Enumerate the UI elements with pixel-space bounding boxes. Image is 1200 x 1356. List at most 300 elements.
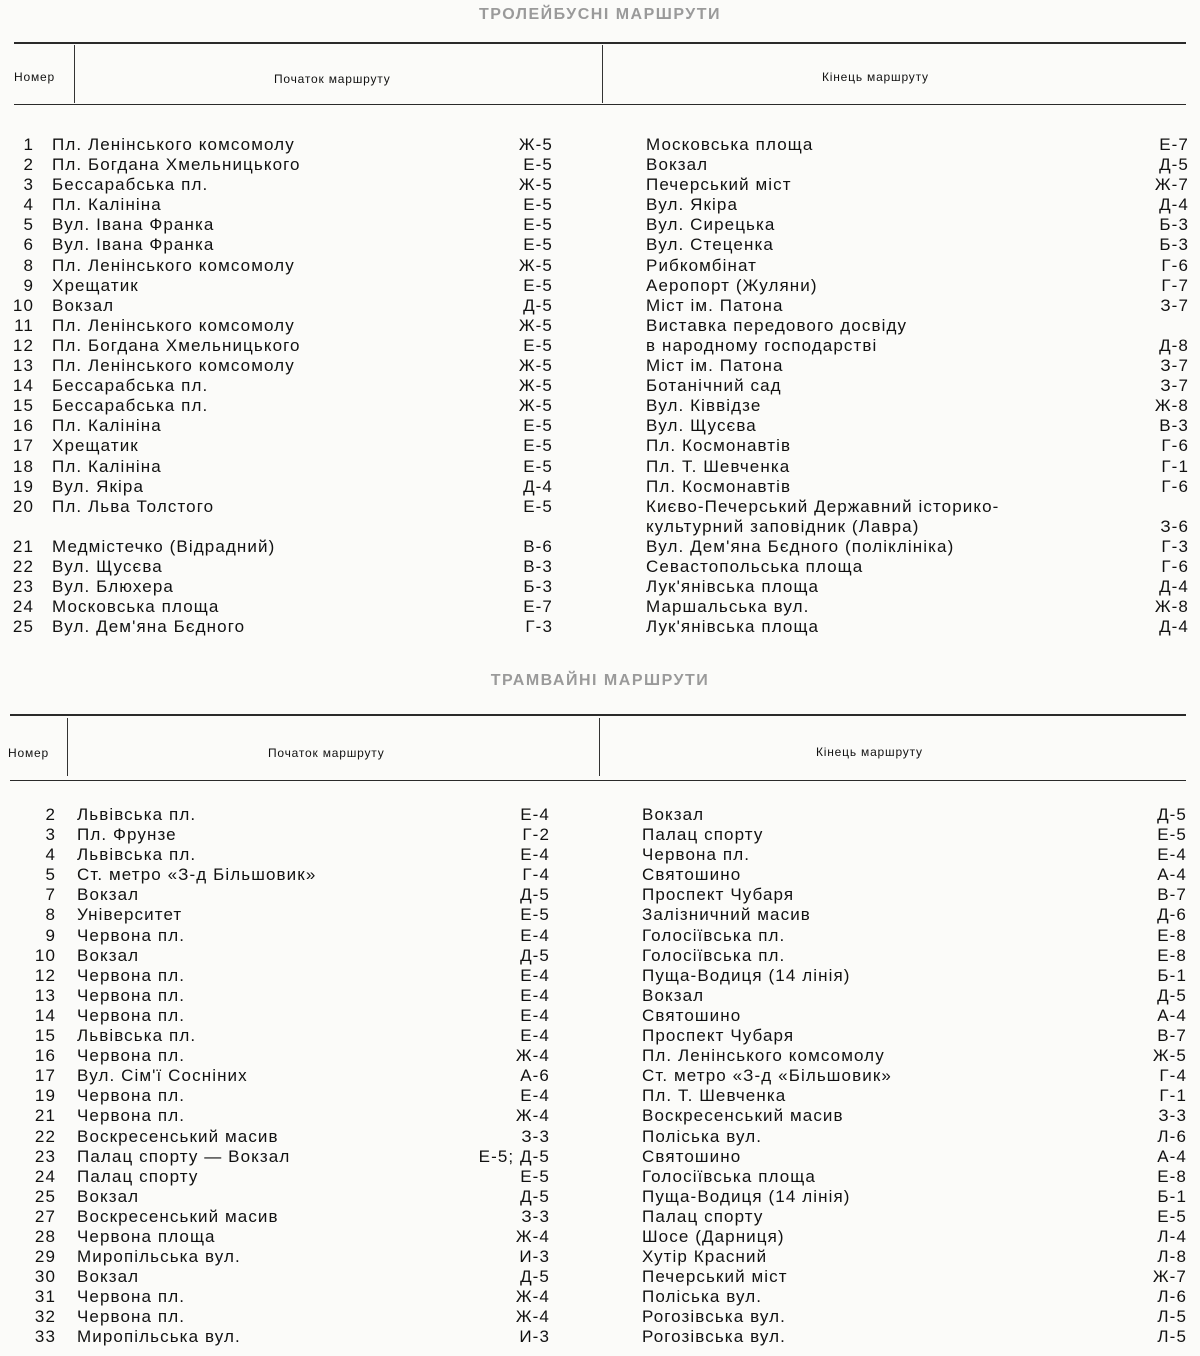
route-start: Палац спорту	[77, 1166, 199, 1186]
route-start: Вул. Дем'яна Бєдного	[52, 617, 246, 637]
tram-header-bottom-rule	[10, 780, 1186, 781]
route-end: Пл. Т. Шевченка	[646, 456, 791, 476]
route-start: Вул. Івана Франка	[52, 235, 215, 255]
route-row	[0, 436, 1200, 456]
route-start-grid: Ж-4	[515, 1046, 550, 1066]
route-start-grid: Е-4	[520, 1026, 550, 1046]
route-start: Ст. метро «З-д Більшовик»	[77, 865, 317, 885]
route-row	[0, 537, 1200, 557]
route-number: 4	[45, 845, 56, 865]
route-end-grid: Ж-8	[1154, 597, 1189, 617]
route-number: 12	[34, 965, 56, 985]
route-row	[0, 296, 1200, 316]
route-end-grid: Б-1	[1157, 965, 1187, 985]
route-start: Червона пл.	[77, 1005, 186, 1025]
route-start-grid: Е-7	[523, 597, 553, 617]
route-number: 10	[34, 945, 56, 965]
route-start-grid: Ж-5	[518, 255, 553, 275]
route-end-grid: В-7	[1157, 1026, 1187, 1046]
tram-section-title: ТРАМВАЙНІ МАРШРУТИ	[490, 672, 710, 689]
route-start-grid: Ж-5	[518, 175, 553, 195]
route-row	[0, 1147, 1200, 1167]
route-start-grid: В-6	[523, 536, 553, 556]
route-end: в народному господарстві	[646, 335, 878, 355]
route-start: Червона пл.	[77, 1106, 186, 1126]
route-number: 7	[45, 885, 56, 905]
route-start: Воскресенський масив	[77, 1206, 279, 1226]
trolley-table-top-rule	[14, 42, 1186, 44]
route-number: 25	[34, 1186, 56, 1206]
route-end: Святошино	[642, 1146, 742, 1166]
route-start: Пл. Льва Толстого	[52, 496, 215, 516]
trolley-header-start: Початок маршруту	[274, 72, 391, 86]
route-row	[0, 376, 1200, 396]
route-end: Вул. Стеценка	[646, 235, 774, 255]
route-row	[0, 416, 1200, 436]
tram-header-end: Кінець маршруту	[816, 745, 923, 759]
trolley-header-divider-1	[74, 45, 75, 103]
route-start: Вул. Івана Франка	[52, 215, 215, 235]
route-start-grid: И-3	[519, 1247, 550, 1267]
route-start: Вокзал	[77, 1186, 140, 1206]
route-start: Червона пл.	[77, 985, 186, 1005]
route-end: Палац спорту	[642, 1206, 764, 1226]
route-row	[0, 865, 1200, 885]
route-end-grid: Д-5	[1157, 985, 1187, 1005]
route-number: 28	[34, 1226, 56, 1246]
route-start: Університет	[77, 905, 183, 925]
route-start-grid: З-3	[521, 1206, 550, 1226]
route-row	[0, 135, 1200, 155]
route-end: культурний заповідник (Лавра)	[646, 516, 920, 536]
route-end-grid: В-3	[1159, 416, 1189, 436]
route-number: 21	[12, 536, 34, 556]
route-start: Львівська пл.	[77, 1026, 197, 1046]
route-start-grid: Е-5	[523, 155, 553, 175]
route-number: 22	[34, 1126, 56, 1146]
route-start: Пл. Калініна	[52, 416, 162, 436]
tram-route-list	[0, 805, 1200, 1348]
route-start: Медмістечко (Відрадний)	[52, 536, 276, 556]
route-number: 23	[34, 1146, 56, 1166]
route-row	[0, 845, 1200, 865]
route-row	[0, 316, 1200, 336]
route-start-grid: Г-3	[525, 617, 553, 637]
route-number: 23	[12, 577, 34, 597]
route-row	[0, 825, 1200, 845]
route-start: Вокзал	[77, 1267, 140, 1287]
route-row	[0, 195, 1200, 215]
route-end: Вокзал	[646, 155, 709, 175]
route-start: Пл. Богдана Хмельницького	[52, 155, 301, 175]
route-row	[0, 155, 1200, 175]
route-end-grid: Г-1	[1159, 1086, 1187, 1106]
route-end: Вул. Сирецька	[646, 215, 776, 235]
route-row	[0, 1187, 1200, 1207]
trolley-header-number: Номер	[14, 70, 55, 84]
route-number: 11	[14, 315, 34, 335]
route-start-grid: Е-4	[520, 1086, 550, 1106]
route-row	[0, 1127, 1200, 1147]
route-start: Пл. Ленінського комсомолу	[52, 356, 295, 376]
route-start-grid: Ж-4	[515, 1106, 550, 1126]
route-end: Залізничний масив	[642, 905, 811, 925]
route-end-grid: Ж-7	[1152, 1267, 1187, 1287]
route-end: Поліська вул.	[642, 1287, 763, 1307]
route-end: Воскресенський масив	[642, 1106, 844, 1126]
route-start: Пл. Ленінського комсомолу	[52, 135, 295, 154]
route-row	[0, 517, 1200, 537]
route-row	[0, 1287, 1200, 1307]
route-end-grid: З-7	[1160, 356, 1189, 376]
route-start-grid: Ж-5	[518, 315, 553, 335]
route-end-grid: Г-3	[1161, 536, 1189, 556]
route-end-grid: Г-4	[1159, 1066, 1187, 1086]
route-number: 10	[12, 295, 34, 315]
route-start: Бессарабська пл.	[52, 175, 209, 195]
route-end: Святошино	[642, 865, 742, 885]
route-end-grid: Е-5	[1157, 825, 1187, 845]
route-start-grid: Д-5	[520, 1186, 550, 1206]
route-end: Вокзал	[642, 805, 705, 824]
route-number: 15	[34, 1026, 56, 1046]
route-end: Печерський міст	[642, 1267, 788, 1287]
route-end-grid: Г-6	[1161, 255, 1189, 275]
route-end: Голосіївська пл.	[642, 945, 786, 965]
route-start: Вокзал	[77, 885, 140, 905]
route-start-grid: Д-5	[520, 945, 550, 965]
route-row	[0, 1307, 1200, 1327]
route-number: 31	[34, 1287, 56, 1307]
route-number: 17	[12, 436, 34, 456]
route-row	[0, 805, 1200, 825]
route-number: 8	[45, 905, 56, 925]
route-end-grid: Е-5	[1157, 1206, 1187, 1226]
route-end: Проспект Чубаря	[642, 1026, 795, 1046]
route-number: 33	[34, 1327, 56, 1347]
route-number: 13	[34, 985, 56, 1005]
route-end: Пуща-Водиця (14 лінія)	[642, 965, 851, 985]
route-end-grid: Б-3	[1159, 235, 1189, 255]
route-start-grid: Ж-5	[518, 396, 553, 416]
route-start: Червона пл.	[77, 925, 186, 945]
route-start-grid: Е-5	[523, 195, 553, 215]
route-row	[0, 1066, 1200, 1086]
route-end: Пл. Ленінського комсомолу	[642, 1046, 885, 1066]
route-row	[0, 235, 1200, 255]
route-end: Хутір Красний	[642, 1247, 768, 1267]
route-end: Святошино	[642, 1005, 742, 1025]
route-start-grid: Ж-5	[518, 376, 553, 396]
route-end: Лук'янівська площа	[646, 577, 820, 597]
route-number: 27	[34, 1206, 56, 1226]
route-row	[0, 175, 1200, 195]
route-row	[0, 1106, 1200, 1126]
route-start: Червона пл.	[77, 1287, 186, 1307]
route-row	[0, 1267, 1200, 1287]
route-row	[0, 477, 1200, 497]
route-start-grid: Е-5	[523, 275, 553, 295]
route-end-grid: Ж-5	[1152, 1046, 1187, 1066]
route-number: 2	[23, 155, 34, 175]
route-end: Вул. Ківвідзе	[646, 396, 762, 416]
route-end: Рогозівська вул.	[642, 1307, 786, 1327]
route-start: Червона пл.	[77, 1086, 186, 1106]
route-number: 30	[34, 1267, 56, 1287]
route-start: Пл. Ленінського комсомолу	[52, 315, 295, 335]
route-start-grid: Е-5	[523, 215, 553, 235]
route-row	[0, 1167, 1200, 1187]
tram-header-divider-1	[67, 718, 68, 776]
route-end-grid: Д-5	[1159, 155, 1189, 175]
route-start-grid: И-3	[519, 1327, 550, 1347]
route-row	[0, 1227, 1200, 1247]
route-number: 19	[12, 476, 34, 496]
route-end-grid: Е-8	[1157, 1166, 1187, 1186]
route-row	[0, 1207, 1200, 1227]
route-start: Вул. Сім'ї Сосніних	[77, 1066, 248, 1086]
route-end-grid: Л-6	[1157, 1287, 1187, 1307]
route-number: 3	[23, 175, 34, 195]
route-number: 19	[34, 1086, 56, 1106]
route-end-grid: З-7	[1160, 295, 1189, 315]
route-row	[0, 926, 1200, 946]
route-start-grid: Е-4	[520, 985, 550, 1005]
route-end-grid: Е-8	[1157, 945, 1187, 965]
route-number: 24	[12, 597, 34, 617]
route-number: 16	[12, 416, 34, 436]
route-start-grid: Е-5	[523, 335, 553, 355]
route-row	[0, 617, 1200, 637]
route-end-grid: Г-6	[1161, 476, 1189, 496]
route-end-grid: Л-8	[1157, 1247, 1187, 1267]
trolley-section-title: ТРОЛЕЙБУСНІ МАРШРУТИ	[478, 6, 722, 23]
route-row	[0, 457, 1200, 477]
route-end: Міст ім. Патона	[646, 356, 784, 376]
route-start-grid: Ж-4	[515, 1287, 550, 1307]
route-end-grid: Л-5	[1157, 1327, 1187, 1347]
route-end: Ст. метро «З-д «Більшовик»	[642, 1066, 892, 1086]
route-end: Московська площа	[646, 135, 814, 154]
route-start-grid: Е-4	[520, 845, 550, 865]
route-start: Вул. Блюхера	[52, 577, 174, 597]
route-end-grid: Б-3	[1159, 215, 1189, 235]
route-number: 24	[34, 1166, 56, 1186]
route-start-grid: Ж-4	[515, 1226, 550, 1246]
route-number: 18	[12, 456, 34, 476]
route-end: Вул. Якіра	[646, 195, 739, 215]
route-number: 15	[12, 396, 34, 416]
route-start: Пл. Калініна	[52, 195, 162, 215]
route-end: Вокзал	[642, 985, 705, 1005]
route-start-grid: Е-5	[523, 456, 553, 476]
route-number: 20	[12, 496, 34, 516]
route-end-grid: Д-5	[1157, 805, 1187, 824]
route-number: 25	[12, 617, 34, 637]
route-end-grid: З-3	[1158, 1106, 1187, 1126]
route-start: Вул. Щусєва	[52, 556, 163, 576]
route-number: 12	[12, 335, 34, 355]
route-end: Палац спорту	[642, 825, 764, 845]
route-end-grid: Д-4	[1159, 577, 1189, 597]
route-end: Шосе (Дарниця)	[642, 1226, 785, 1246]
route-row	[0, 597, 1200, 617]
route-row	[0, 256, 1200, 276]
route-start: Бессарабська пл.	[52, 376, 209, 396]
tram-header-number: Номер	[8, 746, 49, 760]
route-row	[0, 577, 1200, 597]
route-start-grid: Е-4	[520, 805, 550, 824]
route-number: 1	[23, 135, 34, 154]
route-end: Ботанічний сад	[646, 376, 782, 396]
route-start: Червона площа	[77, 1226, 216, 1246]
route-end: Голосіївська площа	[642, 1166, 816, 1186]
route-end: Проспект Чубаря	[642, 885, 795, 905]
route-end: Поліська вул.	[642, 1126, 763, 1146]
route-start-grid: Д-5	[523, 295, 553, 315]
route-end-grid: Д-6	[1157, 905, 1187, 925]
route-row	[0, 215, 1200, 235]
route-start: Миропільська вул.	[77, 1327, 241, 1347]
route-end-grid: З-7	[1160, 376, 1189, 396]
route-start-grid: Е-4	[520, 1005, 550, 1025]
tram-header-start: Початок маршруту	[268, 746, 385, 760]
route-start-grid: Е-5	[523, 416, 553, 436]
route-number: 14	[34, 1005, 56, 1025]
route-start-grid: В-3	[523, 556, 553, 576]
route-end: Вул. Щусєва	[646, 416, 757, 436]
route-number: 9	[23, 275, 34, 295]
route-end-grid: Б-1	[1157, 1186, 1187, 1206]
route-start: Воскресенський масив	[77, 1126, 279, 1146]
route-start: Вокзал	[52, 295, 115, 315]
route-end-grid: Г-7	[1161, 275, 1189, 295]
route-end-grid: Е-8	[1157, 925, 1187, 945]
route-end-grid: Л-5	[1157, 1307, 1187, 1327]
route-number: 21	[34, 1106, 56, 1126]
route-start: Палац спорту — Вокзал	[77, 1146, 291, 1166]
route-end-grid: В-7	[1157, 885, 1187, 905]
route-number: 5	[45, 865, 56, 885]
route-start-grid: Е-5	[520, 905, 550, 925]
route-number: 22	[12, 556, 34, 576]
route-end: Рибкомбінат	[646, 255, 758, 275]
route-end-grid: Д-4	[1159, 617, 1189, 637]
route-end: Севастопольська площа	[646, 556, 864, 576]
route-start: Пл. Ленінського комсомолу	[52, 255, 295, 275]
route-start-grid: Ж-5	[518, 356, 553, 376]
route-start-grid: Е-5	[523, 235, 553, 255]
trolley-header-bottom-rule	[14, 104, 1186, 105]
route-start: Пл. Богдана Хмельницького	[52, 335, 301, 355]
route-start-grid: З-3	[521, 1126, 550, 1146]
route-end-grid: Д-8	[1159, 335, 1189, 355]
route-row	[0, 356, 1200, 376]
route-start-grid: Е-5	[523, 436, 553, 456]
route-number: 13	[12, 356, 34, 376]
route-start-grid: Ж-4	[515, 1307, 550, 1327]
route-start: Пл. Калініна	[52, 456, 162, 476]
route-number: 9	[45, 925, 56, 945]
route-row	[0, 885, 1200, 905]
route-end: Міст ім. Патона	[646, 295, 784, 315]
route-start: Московська площа	[52, 597, 220, 617]
route-number: 3	[45, 825, 56, 845]
route-row	[0, 946, 1200, 966]
route-number: 5	[23, 215, 34, 235]
trolley-header-end: Кінець маршруту	[822, 70, 929, 84]
route-row	[0, 905, 1200, 925]
route-number: 14	[12, 376, 34, 396]
route-end: Пл. Т. Шевченка	[642, 1086, 787, 1106]
route-end-grid: Е-7	[1159, 135, 1189, 154]
route-start: Червона пл.	[77, 1307, 186, 1327]
route-end-grid: Ж-7	[1154, 175, 1189, 195]
route-number: 29	[34, 1247, 56, 1267]
route-start-grid: Е-4	[520, 925, 550, 945]
route-start-grid: Д-4	[523, 476, 553, 496]
route-end-grid: Г-6	[1161, 556, 1189, 576]
route-row	[0, 557, 1200, 577]
route-end: Пуща-Водиця (14 лінія)	[642, 1186, 851, 1206]
route-start-grid: Е-5	[520, 1166, 550, 1186]
route-start: Червона пл.	[77, 1046, 186, 1066]
route-start-grid: Е-5	[523, 496, 553, 516]
route-start: Вокзал	[77, 945, 140, 965]
route-end: Червона пл.	[642, 845, 751, 865]
route-number: 4	[23, 195, 34, 215]
route-end: Пл. Космонавтів	[646, 476, 792, 496]
route-start: Хрещатик	[52, 436, 139, 456]
route-end: Маршальська вул.	[646, 597, 810, 617]
route-end-grid: З-6	[1160, 516, 1189, 536]
route-start: Вул. Якіра	[52, 476, 145, 496]
route-row	[0, 1327, 1200, 1347]
route-end: Рогозівська вул.	[642, 1327, 786, 1347]
route-end-grid: Л-4	[1157, 1226, 1187, 1246]
route-row	[0, 1006, 1200, 1026]
route-row	[0, 1247, 1200, 1267]
route-number: 6	[23, 235, 34, 255]
route-row	[0, 497, 1200, 517]
trolley-route-list	[0, 135, 1200, 637]
route-end-grid: А-4	[1157, 1146, 1187, 1166]
tram-header-divider-2	[599, 718, 600, 776]
route-end: Києво-Печерський Державний історико-	[646, 496, 1000, 516]
route-start: Хрещатик	[52, 275, 139, 295]
route-number: 16	[34, 1046, 56, 1066]
route-end-grid: Г-1	[1161, 456, 1189, 476]
route-end: Лук'янівська площа	[646, 617, 820, 637]
tram-table-top-rule	[10, 714, 1186, 716]
route-end-grid: Д-4	[1159, 195, 1189, 215]
route-row	[0, 1086, 1200, 1106]
route-end-grid: Л-6	[1157, 1126, 1187, 1146]
route-start-grid: Б-3	[523, 577, 553, 597]
route-end: Аеропорт (Жуляни)	[646, 275, 818, 295]
route-start: Миропільська вул.	[77, 1247, 241, 1267]
route-start-grid: Е-5; Д-5	[478, 1146, 550, 1166]
route-end: Пл. Космонавтів	[646, 436, 792, 456]
route-start-grid: Г-4	[522, 865, 550, 885]
route-start-grid: Ж-5	[518, 135, 553, 154]
route-end: Виставка передового досвіду	[646, 315, 908, 335]
route-start: Львівська пл.	[77, 845, 197, 865]
route-start-grid: Д-5	[520, 885, 550, 905]
route-end-grid: А-4	[1157, 1005, 1187, 1025]
route-number: 8	[23, 255, 34, 275]
route-end: Голосіївська пл.	[642, 925, 786, 945]
